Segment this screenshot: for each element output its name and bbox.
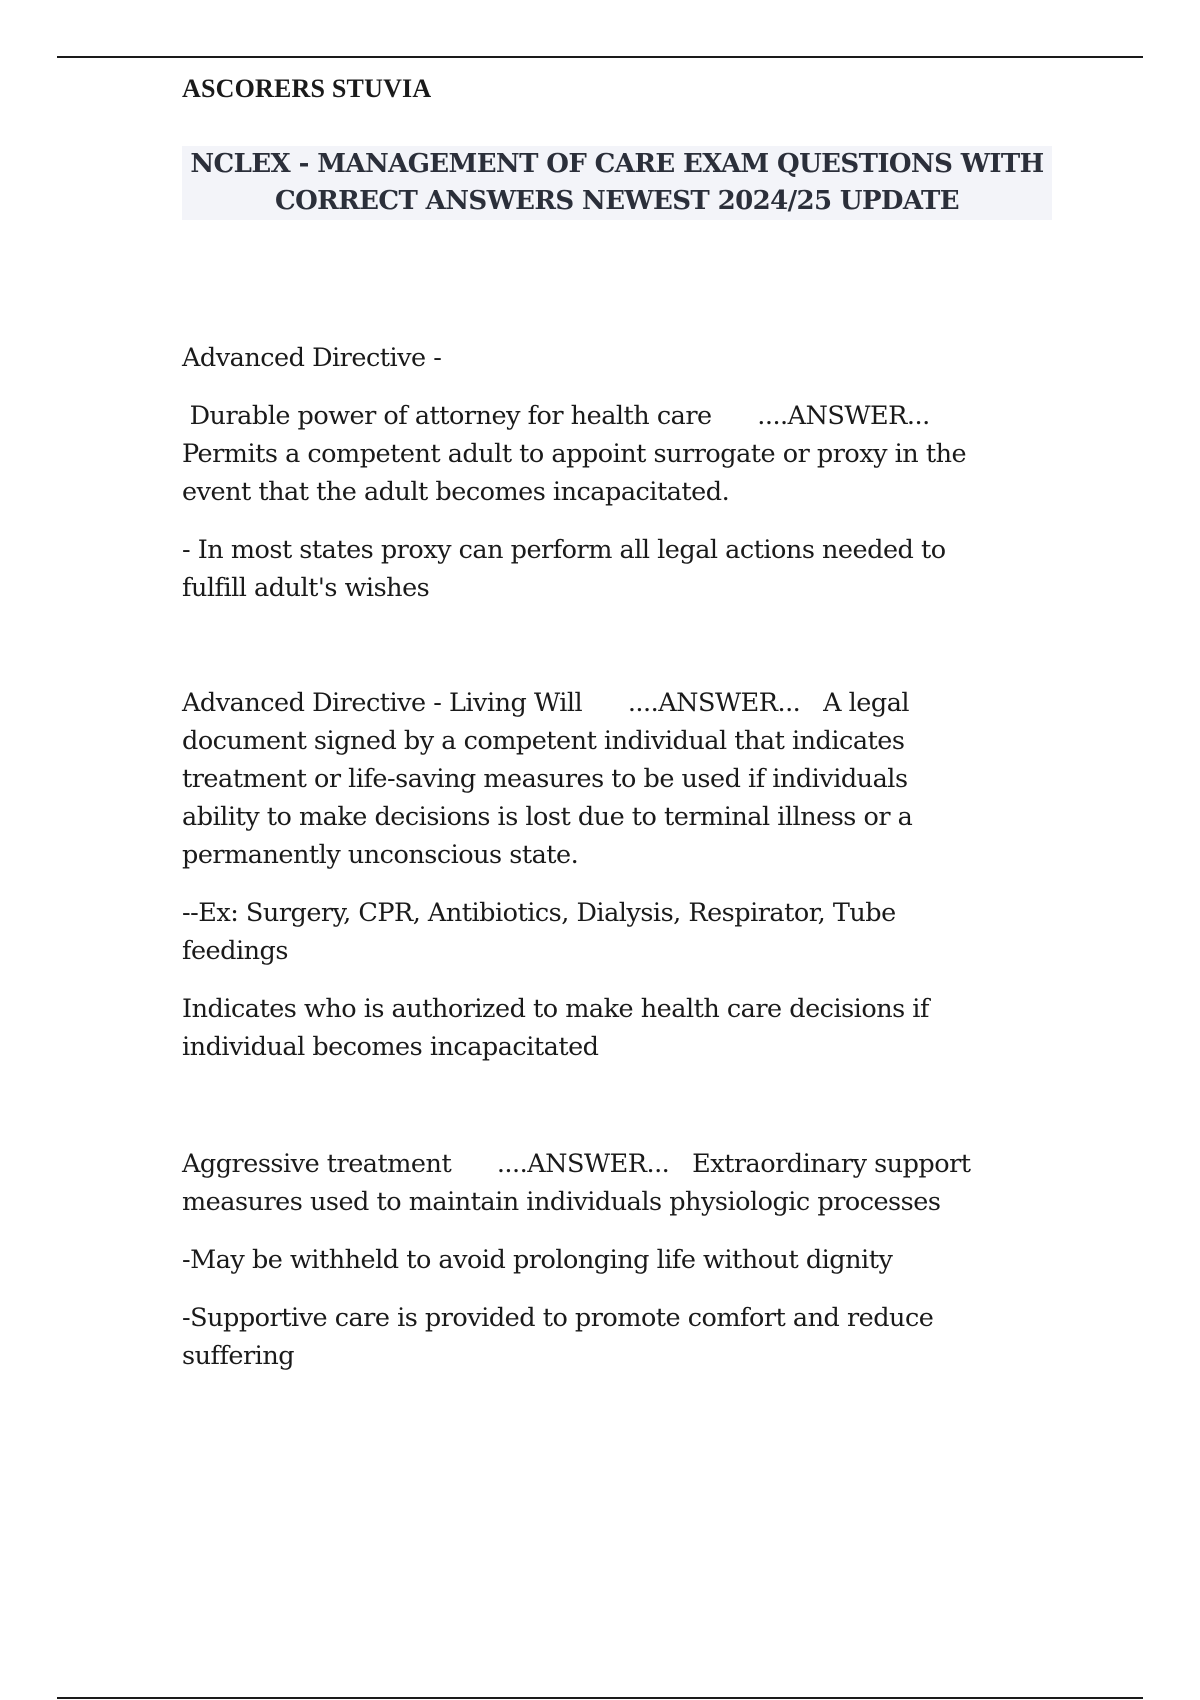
card-answer-block: [182, 397, 1062, 511]
card-line: document signed by a competent individual that indicates: [182, 726, 905, 756]
title-line-1: NCLEX - MANAGEMENT OF CARE EXAM QUESTIONS WITH: [190, 149, 1044, 179]
card-note-line: feedings: [182, 936, 288, 966]
card-line: Advanced Directive - Living Will ....ANSWER... A legal: [182, 688, 910, 718]
card-note-line: individual becomes incapacitated: [182, 1032, 599, 1062]
card-note-block: [182, 1299, 1062, 1375]
card-living-will: [182, 684, 1062, 874]
card-note-block: [182, 990, 1062, 1066]
card-line: ability to make decisions is lost due to terminal illness or a: [182, 802, 913, 832]
card-note-block: [182, 531, 1062, 607]
card-note-line: suffering: [182, 1341, 295, 1371]
card-note-line: -Supportive care is provided to promote comfort and reduce: [182, 1303, 934, 1333]
card-note-block: [182, 1241, 1062, 1279]
card-aggressive-treatment: [182, 1145, 1062, 1221]
document-title: [182, 146, 1052, 220]
card-note-line: - In most states proxy can perform all legal actions needed to: [182, 535, 946, 565]
card-advanced-directive: [182, 339, 1062, 377]
card-note-block: [182, 894, 1062, 970]
card-term: Advanced Directive -: [182, 343, 442, 373]
top-rule: [57, 56, 1143, 58]
card-line: Permits a competent adult to appoint surrogate or proxy in the: [182, 439, 967, 469]
card-line: measures used to maintain individuals physiologic processes: [182, 1187, 941, 1217]
title-line-2: CORRECT ANSWERS NEWEST 2024/25 UPDATE: [275, 186, 959, 216]
card-note-line: Indicates who is authorized to make health care decisions if: [182, 994, 929, 1024]
header-label: ASCORERS STUVIA: [182, 74, 432, 103]
card-note-line: -May be withheld to avoid prolonging life without dignity: [182, 1245, 893, 1275]
card-line: Aggressive treatment ....ANSWER... Extraordinary support: [182, 1149, 971, 1179]
bottom-rule: [57, 1697, 1143, 1699]
card-note-line: --Ex: Surgery, CPR, Antibiotics, Dialysis, Respirator, Tube: [182, 898, 896, 928]
card-line: Durable power of attorney for health care ....ANSWER...: [182, 401, 930, 431]
card-line: permanently unconscious state.: [182, 840, 579, 870]
card-note-line: fulfill adult's wishes: [182, 573, 430, 603]
card-line: event that the adult becomes incapacitated.: [182, 477, 730, 507]
card-line: treatment or life-saving measures to be used if individuals: [182, 764, 908, 794]
